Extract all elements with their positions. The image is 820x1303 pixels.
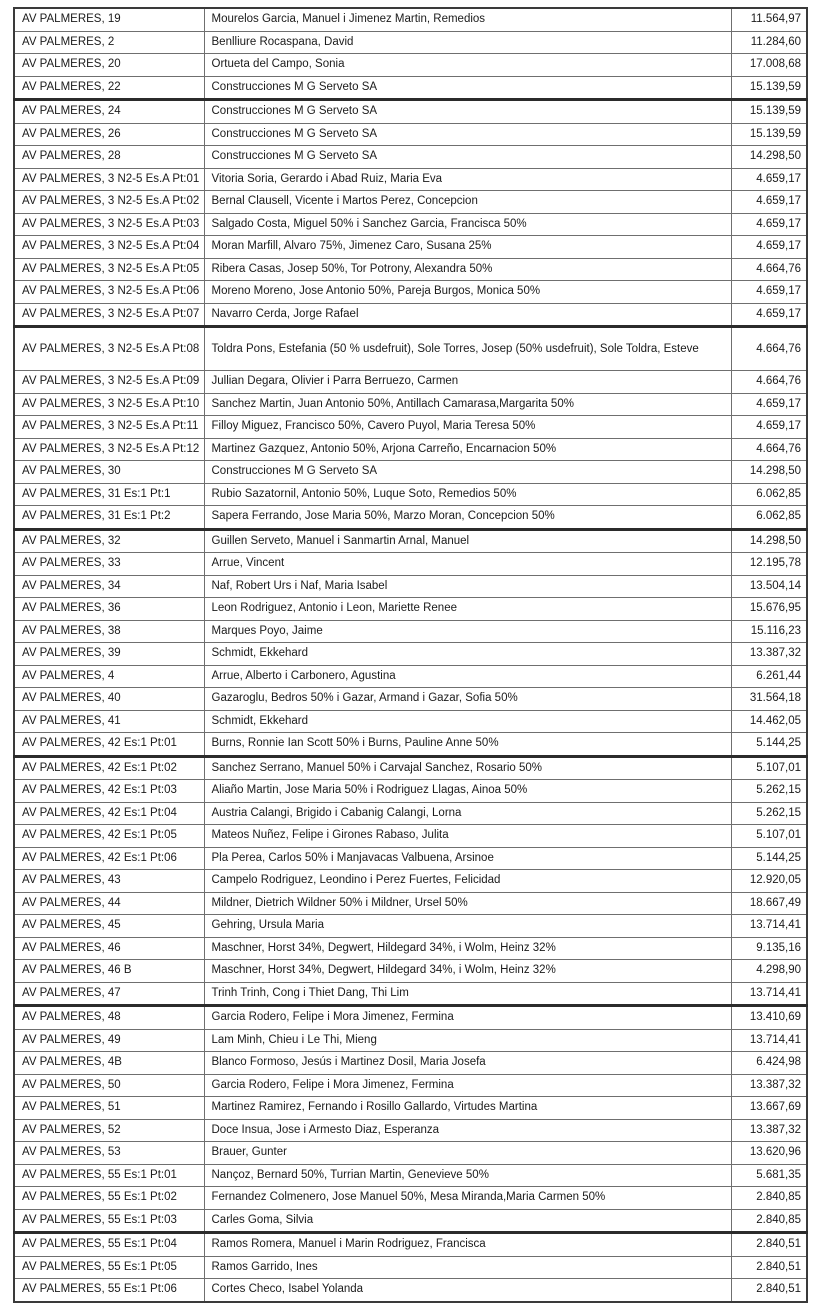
address-cell: AV PALMERES, 43: [14, 870, 204, 893]
address-cell: AV PALMERES, 55 Es:1 Pt:03: [14, 1209, 204, 1233]
table-row: [14, 168, 807, 191]
owners-cell: Nançoz, Bernard 50%, Turrian Martin, Genevieve 50%: [204, 1164, 731, 1187]
amount-cell: 2.840,51: [731, 1279, 807, 1302]
owners-cell: Arrue, Alberto i Carbonero, Agustina: [204, 665, 731, 688]
table-row: [14, 31, 807, 54]
amount-cell: 13.667,69: [731, 1097, 807, 1120]
owners-cell: Bernal Clausell, Vicente i Martos Perez, Concepcion: [204, 191, 731, 214]
address-cell: AV PALMERES, 42 Es:1 Pt:05: [14, 825, 204, 848]
amount-cell: 11.284,60: [731, 31, 807, 54]
amount-cell: 4.659,17: [731, 236, 807, 259]
owners-cell: Ramos Garrido, Ines: [204, 1256, 731, 1279]
table-row: [14, 8, 807, 31]
table-row: [14, 438, 807, 461]
owners-cell: Toldra Pons, Estefania (50 % usdefruit), Sole Torres, Josep (50% usdefruit), Sole Toldra, Esteve: [204, 327, 731, 371]
table-row: [14, 598, 807, 621]
amount-cell: 4.659,17: [731, 168, 807, 191]
table-row: [14, 506, 807, 530]
amount-cell: 4.664,76: [731, 327, 807, 371]
amount-cell: 15.139,59: [731, 100, 807, 124]
table-row: [14, 688, 807, 711]
owners-cell: Vitoria Soria, Gerardo i Abad Ruiz, Maria Eva: [204, 168, 731, 191]
address-cell: AV PALMERES, 4B: [14, 1052, 204, 1075]
owners-cell: Ramos Romera, Manuel i Marin Rodriguez, Francisca: [204, 1233, 731, 1257]
table-row: [14, 710, 807, 733]
owners-cell: Martinez Gazquez, Antonio 50%, Arjona Carreño, Encarnacion 50%: [204, 438, 731, 461]
owners-cell: Construcciones M G Serveto SA: [204, 461, 731, 484]
owners-cell: Gazaroglu, Bedros 50% i Gazar, Armand i Gazar, Sofia 50%: [204, 688, 731, 711]
amount-cell: 4.664,76: [731, 438, 807, 461]
address-cell: AV PALMERES, 55 Es:1 Pt:05: [14, 1256, 204, 1279]
owners-cell: Martinez Ramirez, Fernando i Rosillo Gallardo, Virtudes Martina: [204, 1097, 731, 1120]
amount-cell: 15.676,95: [731, 598, 807, 621]
owners-cell: Mourelos Garcia, Manuel i Jimenez Martin, Remedios: [204, 8, 731, 31]
owners-cell: Mateos Nuñez, Felipe i Girones Rabaso, Julita: [204, 825, 731, 848]
owners-cell: Burns, Ronnie Ian Scott 50% i Burns, Pauline Anne 50%: [204, 733, 731, 757]
table-row: [14, 529, 807, 553]
table-row: [14, 1142, 807, 1165]
address-cell: AV PALMERES, 3 N2-5 Es.A Pt:03: [14, 213, 204, 236]
table-row: [14, 416, 807, 439]
address-cell: AV PALMERES, 55 Es:1 Pt:06: [14, 1279, 204, 1302]
owners-cell: Gehring, Ursula Maria: [204, 915, 731, 938]
amount-cell: 5.262,15: [731, 780, 807, 803]
table-row: [14, 643, 807, 666]
amount-cell: 9.135,16: [731, 937, 807, 960]
address-cell: AV PALMERES, 22: [14, 76, 204, 100]
table-row: [14, 327, 807, 371]
table-row: [14, 1074, 807, 1097]
owners-cell: Fernandez Colmenero, Jose Manuel 50%, Mesa Miranda,Maria Carmen 50%: [204, 1187, 731, 1210]
amount-cell: 5.262,15: [731, 802, 807, 825]
owners-cell: Maschner, Horst 34%, Degwert, Hildegard 34%, i Wolm, Heinz 32%: [204, 960, 731, 983]
table-row: [14, 960, 807, 983]
table-row: [14, 825, 807, 848]
amount-cell: 2.840,51: [731, 1233, 807, 1257]
table-row: [14, 1164, 807, 1187]
amount-cell: 13.387,32: [731, 1119, 807, 1142]
owners-cell: Sanchez Martin, Juan Antonio 50%, Antillach Camarasa,Margarita 50%: [204, 393, 731, 416]
amount-cell: 14.298,50: [731, 529, 807, 553]
amount-cell: 14.462,05: [731, 710, 807, 733]
address-cell: AV PALMERES, 42 Es:1 Pt:06: [14, 847, 204, 870]
owners-cell: Benlliure Rocaspana, David: [204, 31, 731, 54]
address-cell: AV PALMERES, 53: [14, 1142, 204, 1165]
owners-cell: Garcia Rodero, Felipe i Mora Jimenez, Fermina: [204, 1006, 731, 1030]
table-row: [14, 100, 807, 124]
table-row: [14, 665, 807, 688]
address-cell: AV PALMERES, 3 N2-5 Es.A Pt:08: [14, 327, 204, 371]
address-cell: AV PALMERES, 3 N2-5 Es.A Pt:12: [14, 438, 204, 461]
amount-cell: 5.107,01: [731, 825, 807, 848]
owners-cell: Schmidt, Ekkehard: [204, 643, 731, 666]
address-cell: AV PALMERES, 3 N2-5 Es.A Pt:01: [14, 168, 204, 191]
owners-cell: Marques Poyo, Jaime: [204, 620, 731, 643]
table-row: [14, 258, 807, 281]
address-cell: AV PALMERES, 20: [14, 54, 204, 77]
address-cell: AV PALMERES, 39: [14, 643, 204, 666]
owners-cell: Ribera Casas, Josep 50%, Tor Potrony, Alexandra 50%: [204, 258, 731, 281]
owners-cell: Moran Marfill, Alvaro 75%, Jimenez Caro, Susana 25%: [204, 236, 731, 259]
owners-cell: Construcciones M G Serveto SA: [204, 76, 731, 100]
amount-cell: 13.714,41: [731, 1029, 807, 1052]
table-row: [14, 1279, 807, 1302]
address-cell: AV PALMERES, 3 N2-5 Es.A Pt:09: [14, 371, 204, 394]
amount-cell: 11.564,97: [731, 8, 807, 31]
address-cell: AV PALMERES, 26: [14, 123, 204, 146]
table-row: [14, 236, 807, 259]
address-cell: AV PALMERES, 50: [14, 1074, 204, 1097]
address-cell: AV PALMERES, 19: [14, 8, 204, 31]
table-row: [14, 54, 807, 77]
address-cell: AV PALMERES, 31 Es:1 Pt:1: [14, 483, 204, 506]
amount-cell: 2.840,85: [731, 1187, 807, 1210]
address-cell: AV PALMERES, 30: [14, 461, 204, 484]
address-cell: AV PALMERES, 36: [14, 598, 204, 621]
table-row: [14, 780, 807, 803]
owners-cell: Rubio Sazatornil, Antonio 50%, Luque Soto, Remedios 50%: [204, 483, 731, 506]
address-cell: AV PALMERES, 4: [14, 665, 204, 688]
address-cell: AV PALMERES, 3 N2-5 Es.A Pt:06: [14, 281, 204, 304]
address-cell: AV PALMERES, 3 N2-5 Es.A Pt:02: [14, 191, 204, 214]
address-cell: AV PALMERES, 31 Es:1 Pt:2: [14, 506, 204, 530]
address-cell: AV PALMERES, 52: [14, 1119, 204, 1142]
address-cell: AV PALMERES, 55 Es:1 Pt:01: [14, 1164, 204, 1187]
amount-cell: 4.659,17: [731, 281, 807, 304]
address-cell: AV PALMERES, 51: [14, 1097, 204, 1120]
table-row: [14, 461, 807, 484]
owners-cell: Austria Calangi, Brigido i Cabanig Calangi, Lorna: [204, 802, 731, 825]
amount-cell: 5.107,01: [731, 756, 807, 780]
owners-cell: Arrue, Vincent: [204, 553, 731, 576]
amount-cell: 15.116,23: [731, 620, 807, 643]
owners-cell: Aliaño Martin, Jose Maria 50% i Rodriguez Llagas, Ainoa 50%: [204, 780, 731, 803]
address-cell: AV PALMERES, 3 N2-5 Es.A Pt:10: [14, 393, 204, 416]
amount-cell: 5.144,25: [731, 733, 807, 757]
table-row: [14, 191, 807, 214]
amount-cell: 12.920,05: [731, 870, 807, 893]
table-row: [14, 1029, 807, 1052]
owners-cell: Construcciones M G Serveto SA: [204, 146, 731, 169]
amount-cell: 4.664,76: [731, 258, 807, 281]
table-row: [14, 213, 807, 236]
owners-cell: Salgado Costa, Miguel 50% i Sanchez Garcia, Francisca 50%: [204, 213, 731, 236]
table-row: [14, 915, 807, 938]
amount-cell: 4.659,17: [731, 213, 807, 236]
address-cell: AV PALMERES, 33: [14, 553, 204, 576]
amount-cell: 18.667,49: [731, 892, 807, 915]
table-row: [14, 575, 807, 598]
table-row: [14, 371, 807, 394]
owners-cell: Naf, Robert Urs i Naf, Maria Isabel: [204, 575, 731, 598]
owners-cell: Mildner, Dietrich Wildner 50% i Mildner, Ursel 50%: [204, 892, 731, 915]
amount-cell: 13.620,96: [731, 1142, 807, 1165]
address-cell: AV PALMERES, 42 Es:1 Pt:03: [14, 780, 204, 803]
owners-cell: Sanchez Serrano, Manuel 50% i Carvajal Sanchez, Rosario 50%: [204, 756, 731, 780]
table-row: [14, 620, 807, 643]
amount-cell: 5.144,25: [731, 847, 807, 870]
table-row: [14, 553, 807, 576]
address-cell: AV PALMERES, 34: [14, 575, 204, 598]
address-cell: AV PALMERES, 40: [14, 688, 204, 711]
address-cell: AV PALMERES, 3 N2-5 Es.A Pt:04: [14, 236, 204, 259]
address-cell: AV PALMERES, 3 N2-5 Es.A Pt:05: [14, 258, 204, 281]
table-row: [14, 1052, 807, 1075]
amount-cell: 4.659,17: [731, 303, 807, 327]
owners-cell: Carles Goma, Silvia: [204, 1209, 731, 1233]
owners-cell: Garcia Rodero, Felipe i Mora Jimenez, Fermina: [204, 1074, 731, 1097]
amount-cell: 13.387,32: [731, 1074, 807, 1097]
owners-cell: Jullian Degara, Olivier i Parra Berruezo, Carmen: [204, 371, 731, 394]
address-cell: AV PALMERES, 44: [14, 892, 204, 915]
amount-cell: 13.387,32: [731, 643, 807, 666]
table-row: [14, 847, 807, 870]
amount-cell: 4.659,17: [731, 191, 807, 214]
amount-cell: 13.504,14: [731, 575, 807, 598]
amount-cell: 2.840,51: [731, 1256, 807, 1279]
amount-cell: 6.062,85: [731, 506, 807, 530]
owners-cell: Maschner, Horst 34%, Degwert, Hildegard 34%, i Wolm, Heinz 32%: [204, 937, 731, 960]
address-cell: AV PALMERES, 32: [14, 529, 204, 553]
table-row: [14, 146, 807, 169]
address-cell: AV PALMERES, 2: [14, 31, 204, 54]
amount-cell: 6.424,98: [731, 1052, 807, 1075]
address-cell: AV PALMERES, 3 N2-5 Es.A Pt:07: [14, 303, 204, 327]
owners-cell: Navarro Cerda, Jorge Rafael: [204, 303, 731, 327]
table-row: [14, 870, 807, 893]
address-cell: AV PALMERES, 42 Es:1 Pt:04: [14, 802, 204, 825]
owners-cell: Filloy Miguez, Francisco 50%, Cavero Puyol, Maria Teresa 50%: [204, 416, 731, 439]
owners-cell: Sapera Ferrando, Jose Maria 50%, Marzo Moran, Concepcion 50%: [204, 506, 731, 530]
table-row: [14, 303, 807, 327]
address-cell: AV PALMERES, 47: [14, 982, 204, 1006]
table-row: [14, 393, 807, 416]
address-cell: AV PALMERES, 41: [14, 710, 204, 733]
amount-cell: 4.664,76: [731, 371, 807, 394]
amount-cell: 6.062,85: [731, 483, 807, 506]
amount-cell: 17.008,68: [731, 54, 807, 77]
owners-cell: Ortueta del Campo, Sonia: [204, 54, 731, 77]
address-cell: AV PALMERES, 38: [14, 620, 204, 643]
address-cell: AV PALMERES, 49: [14, 1029, 204, 1052]
table-row: [14, 76, 807, 100]
table-row: [14, 123, 807, 146]
owners-cell: Pla Perea, Carlos 50% i Manjavacas Valbuena, Arsinoe: [204, 847, 731, 870]
amount-cell: 15.139,59: [731, 76, 807, 100]
amount-cell: 4.659,17: [731, 393, 807, 416]
amount-cell: 12.195,78: [731, 553, 807, 576]
address-cell: AV PALMERES, 24: [14, 100, 204, 124]
address-cell: AV PALMERES, 46 B: [14, 960, 204, 983]
owners-cell: Leon Rodriguez, Antonio i Leon, Mariette Renee: [204, 598, 731, 621]
table-row: [14, 937, 807, 960]
amount-cell: 6.261,44: [731, 665, 807, 688]
table-row: [14, 892, 807, 915]
address-cell: AV PALMERES, 55 Es:1 Pt:04: [14, 1233, 204, 1257]
table-row: [14, 1097, 807, 1120]
address-cell: AV PALMERES, 42 Es:1 Pt:02: [14, 756, 204, 780]
owners-cell: Guillen Serveto, Manuel i Sanmartin Arnal, Manuel: [204, 529, 731, 553]
amount-cell: 13.714,41: [731, 982, 807, 1006]
table-row: [14, 1209, 807, 1233]
amount-cell: 14.298,50: [731, 146, 807, 169]
table-row: [14, 756, 807, 780]
address-cell: AV PALMERES, 3 N2-5 Es.A Pt:11: [14, 416, 204, 439]
address-cell: AV PALMERES, 45: [14, 915, 204, 938]
table-row: [14, 281, 807, 304]
table-row: [14, 1187, 807, 1210]
address-cell: AV PALMERES, 46: [14, 937, 204, 960]
table-body: [14, 8, 807, 1302]
amount-cell: 13.410,69: [731, 1006, 807, 1030]
amount-cell: 2.840,85: [731, 1209, 807, 1233]
amount-cell: 4.659,17: [731, 416, 807, 439]
amount-cell: 31.564,18: [731, 688, 807, 711]
property-owners-table: [13, 7, 808, 1303]
owners-cell: Construcciones M G Serveto SA: [204, 123, 731, 146]
address-cell: AV PALMERES, 48: [14, 1006, 204, 1030]
owners-cell: Construcciones M G Serveto SA: [204, 100, 731, 124]
table-row: [14, 483, 807, 506]
amount-cell: 14.298,50: [731, 461, 807, 484]
address-cell: AV PALMERES, 42 Es:1 Pt:01: [14, 733, 204, 757]
table-row: [14, 1256, 807, 1279]
table-row: [14, 733, 807, 757]
owners-cell: Moreno Moreno, Jose Antonio 50%, Pareja Burgos, Monica 50%: [204, 281, 731, 304]
owners-cell: Blanco Formoso, Jesús i Martinez Dosil, Maria Josefa: [204, 1052, 731, 1075]
amount-cell: 13.714,41: [731, 915, 807, 938]
table-row: [14, 1119, 807, 1142]
table-row: [14, 982, 807, 1006]
table-row: [14, 1006, 807, 1030]
table-row: [14, 802, 807, 825]
table-row: [14, 1233, 807, 1257]
address-cell: AV PALMERES, 55 Es:1 Pt:02: [14, 1187, 204, 1210]
owners-cell: Campelo Rodriguez, Leondino i Perez Fuertes, Felicidad: [204, 870, 731, 893]
owners-cell: Doce Insua, Jose i Armesto Diaz, Esperanza: [204, 1119, 731, 1142]
owners-cell: Trinh Trinh, Cong i Thiet Dang, Thi Lim: [204, 982, 731, 1006]
owners-cell: Schmidt, Ekkehard: [204, 710, 731, 733]
owners-cell: Brauer, Gunter: [204, 1142, 731, 1165]
address-cell: AV PALMERES, 28: [14, 146, 204, 169]
owners-cell: Cortes Checo, Isabel Yolanda: [204, 1279, 731, 1302]
owners-cell: Lam Minh, Chieu i Le Thi, Mieng: [204, 1029, 731, 1052]
amount-cell: 4.298,90: [731, 960, 807, 983]
amount-cell: 5.681,35: [731, 1164, 807, 1187]
amount-cell: 15.139,59: [731, 123, 807, 146]
